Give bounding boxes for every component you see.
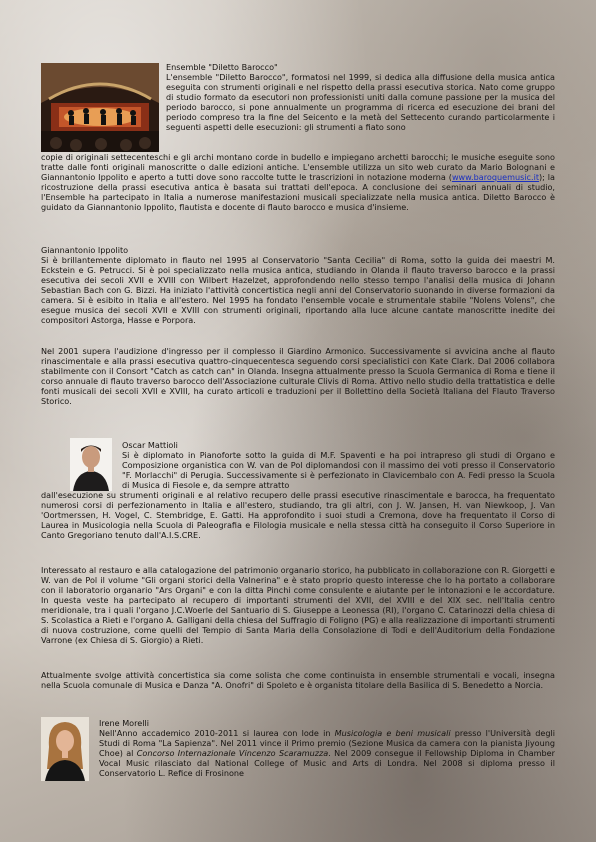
- morelli-degree: Musicologia e beni musicali: [334, 728, 451, 738]
- morelli-text-1: Nell'Anno accademico 2010-2011 si laurea con lode in: [99, 728, 335, 738]
- mattioli-paragraph-restoration: Interessato al restauro e alla catalogazione del patrimonio organario storico, ha pubblicato in collaborazione con R. Giorgetti e W. van de Pol il volume "Gli organi storici della Valnerina" e è stato proprio questo interesse che lo ha portato a collaborare con il laboratorio organario "Ars Organi" e con la ditta Pinchi come consulente e aiutante per le intonazioni e le accordature. In questa veste ha partecipato al recupero di importanti strumenti del XVII, del XVIII e del XIX sec. nell'Italia centro meridionale, tra i quali l'organo J.C.Woerle del Santuario di S. Giuseppe a Leonessa (RI), l'organo C. Catarinozzi della chiesa di S. Scolastica a Rieti e l'organo A. Galligani della chiesa del Suffragio di Foligno (PG) e alla realizzazione di importanti strumenti di nuova costruzione, come quelli del Tempio di Santa Maria della Consolazione di Todi e dell'Auditorium della Fondazione Varrone (ex Chiesa di S. Giorgio) a Rieti.: [41, 565, 555, 646]
- ippolito-paragraph-1: Si è brillantemente diplomato in flauto nel 1995 al Conservatorio "Santa Cecilia" di Roma, sotto la guida dei maestri M. Eckstein e G. Petrucci. Si è poi specializzato nella musica antica, studiando in Olanda il flauto traverso barocco e la prassi esecutiva dei secoli XVII e XVIII con Wilbert Hazelzet, approfondendo nello stesso tempo l'analisi della musica di Johann Sebastian Bach con G. Bizzi. Ha iniziato l'attività concertistica negli anni del Conservatorio suonando in diverse formazioni da camera. Si è esibito in Italia e all'estero. Nel 1995 ha fondato l'ensemble vocale e strumentale stabile "Nolens Volens", che esegue musica dei secoli XVII e XVIII con strumenti originali, riportando alla luce alcune cantate manoscritte inedite dei compositori Astorga, Hasse e Porpora.: [41, 255, 555, 326]
- baroquemusic-link[interactable]: www.baroquemusic.it: [451, 172, 539, 183]
- morelli-text-2: presso l'Università degli Studi di Roma "La Sapienza". Nel 2011 vince il Primo premio (Sezione Musica da camera con la pianista Jiyoung Choe) al: [99, 728, 556, 759]
- morelli-portrait-image: [41, 717, 89, 781]
- morelli-heading: Irene Morelli: [99, 718, 150, 728]
- morelli-portrait: [41, 717, 89, 781]
- ensemble-photo-image: [41, 63, 159, 152]
- ippolito-paragraph-2: Nel 2001 supera l'audizione d'ingresso per il complesso il Giardino Armonico. Successivamente si avvicina anche al flauto rinascimentale e alla prassi esecutiva quattro-cinquecentesca seguendo corsi specialistici con Kate Clark. Dal 2006 collabora stabilmente con il Consort "Catch as catch can" in Olanda. Insegna attualmente presso la Scuola Germanica di Roma e tiene il corso annuale di flauto traverso barocco dell'Associazione culturale Clivis di Roma. Attivo nello studio della trattatistica e delle fonti musicali dei secoli XVII e XVIII, ha curato articoli e traduzioni per il Bollettino della Società Italiana del Flauto Traverso Storico.: [41, 346, 555, 407]
- morelli-paragraph: [99, 728, 555, 778]
- mattioli-paragraph-top: Si è diplomato in Pianoforte sotto la guida di M.F. Spaventi e ha poi intrapreso gli studi di Organo e Composizione organistica con W. van de Pol diplomandosi con il massimo dei voti presso il Conservatorio "F. Morlacchi" di Perugia. Successivamente si è perfezionato in Clavicembalo con A. Fedi presso la Scuola di Musica di Fiesole e, da sempre attratto: [122, 450, 555, 491]
- mattioli-paragraph-current: Attualmente svolge attività concertistica sia come solista che come continuista in ensemble strumentali e vocali, insegna nella Scuola comunale di Musica e Danza "A. Onofri" di Spoleto e è organista titolare della Basilica di S. Benedetto a Norcia.: [41, 670, 555, 691]
- mattioli-heading: Oscar Mattioli: [122, 440, 178, 450]
- ensemble-paragraph-top: L'ensemble "Diletto Barocco", formatosi nel 1999, si dedica alla diffusione della musica antica eseguita con strumenti originali e nel rispetto della prassi esecutiva storica. Nato come gruppo di studio formato da esecutori non professionisti uniti dalla comune passione per la musica del periodo barocco, si pone annualmente un programma di ricerca ed esecuzione dei brani del periodo compreso tra la fine del Seicento e la metà del Settecento curando particolarmente i seguenti aspetti delle esecuzioni: gli strumenti a fiato sono: [166, 72, 555, 133]
- ensemble-heading: Ensemble "Diletto Barocco": [166, 62, 278, 72]
- morelli-text-3: . Nel 2009 consegue il Fellowship Diploma in Chamber Vocal Music rilasciato dal National College of Music and Arts di Londra. Nel 2008 si diploma presso il Conservatorio L. Refice di Frosinone: [99, 748, 555, 779]
- ippolito-heading: Giannantonio Ippolito: [41, 245, 129, 255]
- mattioli-portrait: [70, 438, 112, 491]
- ensemble-text-1: copie di originali settecenteschi e gli archi montano corde in budello e impiegano archetti barocchi; le musiche eseguite sono tratte dalle fonti originali manoscritte o dalle edizioni antiche. L'ensemble utilizza un sito web curato da Mario Bolognani e Giannantonio Ippolito e aperto a tutti dove sono raccolte tutte le trascrizioni in notazione moderna (: [41, 152, 555, 183]
- ensemble-photo: [41, 63, 159, 152]
- ensemble-text-2: ); la ricostruzione della prassi esecutiva antica è basata sui trattati dell'epoca. A conclusione dei seminari annuali di studio, l'Ensemble ha partecipato in Italia a numerose manifestazioni musicali specializzate nella musica antica. Diletto Barocco è guidato da Giannantonio Ippolito, flautista e docente di flauto barocco e musica d'insieme.: [41, 172, 555, 213]
- mattioli-paragraph-training: dall'esecuzione su strumenti originali e al relativo recupero delle prassi esecutive rinascimentale e barocca, ha frequentato numerosi corsi di perfezionamento in Italia e all'estero, studiando, tra gli altri, con J. W. Jansen, H. van Niewkoop, J. Van 'Oortmerssen, H. Vogel, C. Stembridge, E. Gatti. Ha approfondito i suoi studi a Cremona, dove ha frequentato il Corso di Laurea in Musicologia nella Scuola di Paleografia e Filologia musicale e nella stessa città ha conseguito il Corso Superiore in Canto Gregoriano tenuto dall'A.I.S.CRE.: [41, 490, 555, 541]
- mattioli-portrait-image: [70, 438, 112, 491]
- ensemble-paragraph-bottom: [41, 152, 555, 212]
- morelli-competition: Concorso Internazionale Vincenzo Scaramuzza: [136, 748, 329, 759]
